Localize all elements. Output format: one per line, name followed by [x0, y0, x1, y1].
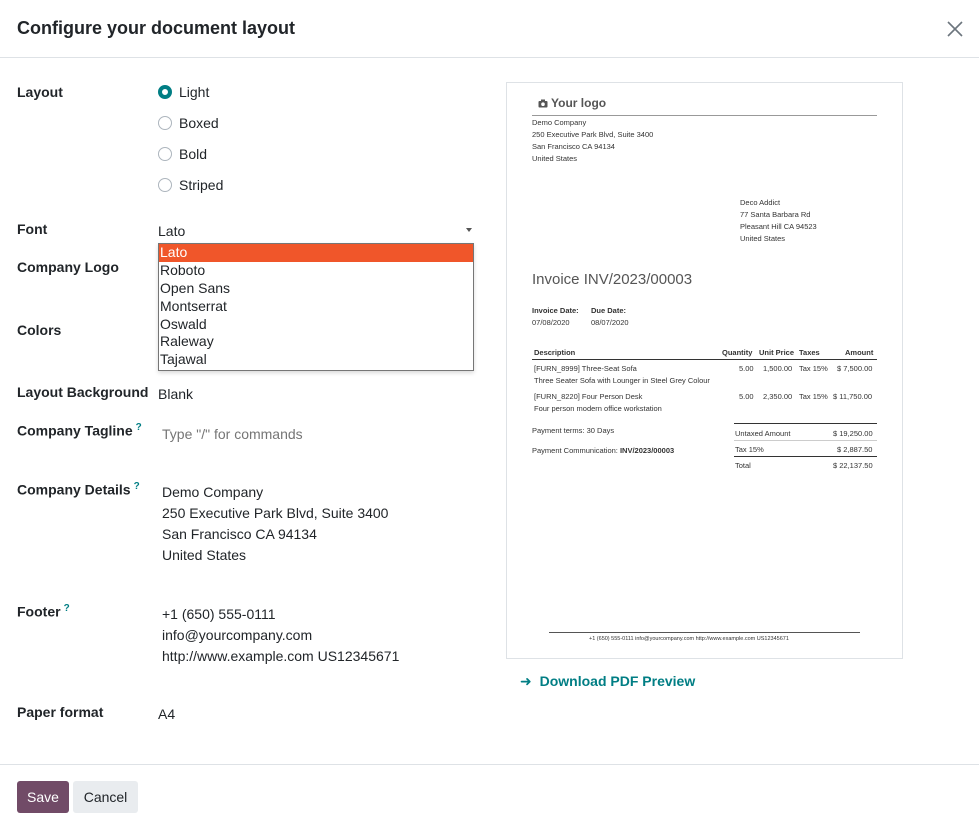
radio-checked-icon[interactable] [158, 85, 172, 99]
preview-invoice-date: 07/08/2020 [532, 318, 570, 327]
company-tagline-label-text: Company Tagline [17, 422, 133, 439]
help-icon[interactable]: ? [133, 481, 140, 492]
company-details-label-text: Company Details [17, 481, 131, 498]
preview-customer-line: Pleasant Hill CA 94523 [740, 222, 817, 231]
layout-option-boxed[interactable] [158, 113, 219, 133]
colors-label: Colors [17, 322, 62, 338]
font-option-raleway[interactable]: Raleway [160, 333, 214, 350]
arrow-right-icon: ➜ [520, 673, 532, 689]
footer-label-text: Footer [17, 603, 61, 620]
radio-icon[interactable] [158, 147, 172, 161]
font-select-value: Lato [158, 223, 186, 239]
preview-company-line: Demo Company [532, 118, 587, 127]
preview-company-line: United States [532, 154, 578, 163]
chevron-down-icon [466, 228, 472, 232]
layout-option-label: Light [179, 84, 210, 100]
preview-line-tax: Tax 15% [799, 364, 828, 373]
layout-option-light[interactable] [158, 82, 209, 102]
footer-editor[interactable] [162, 604, 399, 667]
layout-option-label: Bold [179, 146, 208, 162]
download-pdf-preview-label: Download PDF Preview [539, 673, 696, 689]
cancel-button[interactable]: Cancel [73, 781, 138, 813]
company-details-label [17, 481, 140, 498]
dialog-title: Configure your document layout [17, 18, 296, 38]
company-tagline-label [17, 422, 142, 439]
footer-line: http://www.example.com US12345671 [162, 648, 400, 664]
preview-invoice-title: Invoice INV/2023/00003 [532, 271, 693, 288]
paper-format-value[interactable]: A4 [158, 706, 176, 722]
preview-company-line: San Francisco CA 94134 [532, 142, 615, 151]
divider [734, 423, 877, 424]
font-option-open-sans[interactable]: Open Sans [160, 279, 231, 296]
download-pdf-preview-link[interactable] [520, 673, 695, 690]
paper-format-label: Paper format [17, 704, 104, 720]
font-select[interactable] [158, 221, 474, 243]
layout-option-label: Boxed [179, 115, 219, 131]
preview-total-label: Total [735, 461, 751, 470]
close-icon[interactable] [944, 18, 966, 40]
preview-total-value: $ 19,250.00 [833, 429, 873, 438]
layout-background-value[interactable]: Blank [158, 386, 194, 402]
layout-option-label: Striped [179, 177, 224, 193]
save-button[interactable]: Save [17, 781, 69, 813]
font-option-lato[interactable]: Lato [159, 244, 473, 262]
divider [532, 115, 877, 116]
preview-customer-line: 77 Santa Barbara Rd [740, 210, 811, 219]
preview-line-price: 2,350.00 [763, 392, 793, 401]
radio-icon[interactable] [158, 178, 172, 192]
preview-logo [538, 96, 606, 110]
layout-option-bold[interactable] [158, 144, 207, 164]
preview-line-price: 1,500.00 [763, 364, 793, 373]
preview-total-value: $ 2,887.50 [837, 445, 873, 454]
preview-payment-comm-label: Payment Communication: [532, 446, 620, 455]
divider [734, 440, 877, 441]
preview-line-qty: 5.00 [739, 392, 754, 401]
company-details-line: San Francisco CA 94134 [162, 526, 317, 542]
font-option-montserrat[interactable]: Montserrat [160, 297, 227, 314]
layout-label: Layout [17, 84, 63, 100]
preview-footer: +1 (650) 555-0111 info@yourcompany.com http://www.example.com US12345671 [589, 636, 789, 642]
preview-due-date-label: Due Date: [591, 306, 627, 315]
dialog-header [0, 0, 979, 58]
preview-logo-text: Your logo [551, 96, 607, 110]
preview-col-taxes: Taxes [799, 348, 820, 357]
help-icon[interactable]: ? [63, 603, 70, 614]
preview-payment-comm-value: INV/2023/00003 [619, 446, 675, 455]
font-option-oswald[interactable]: Oswald [160, 315, 207, 332]
font-option-roboto[interactable]: Roboto [160, 261, 206, 278]
preview-payment-communication [532, 445, 674, 457]
preview-total-value: $ 22,137.50 [833, 461, 873, 470]
company-details-line: 250 Executive Park Blvd, Suite 3400 [162, 505, 389, 521]
font-label: Font [17, 221, 48, 237]
preview-col-unit-price: Unit Price [759, 348, 795, 357]
preview-line-product: [FURN_8220] Four Person Desk [534, 392, 643, 401]
document-preview [506, 82, 903, 659]
preview-line-desc: Four person modern office workstation [534, 404, 662, 413]
preview-company-line: 250 Executive Park Blvd, Suite 3400 [532, 130, 654, 139]
radio-icon[interactable] [158, 116, 172, 130]
preview-customer-line: United States [740, 234, 786, 243]
company-logo-label: Company Logo [17, 259, 119, 275]
preview-col-description: Description [534, 348, 576, 357]
preview-invoice-date-label: Invoice Date: [532, 306, 579, 315]
preview-line-amount: $ 7,500.00 [837, 364, 873, 373]
preview-total-label: Tax 15% [735, 445, 764, 454]
company-details-line: United States [162, 547, 247, 563]
preview-total-label: Untaxed Amount [735, 429, 791, 438]
company-details-line: Demo Company [162, 484, 264, 500]
preview-line-amount: $ 11,750.00 [833, 392, 873, 401]
layout-background-label: Layout Background [17, 384, 149, 400]
help-icon[interactable]: ? [135, 422, 142, 433]
preview-payment-terms: Payment terms: 30 Days [532, 426, 615, 435]
preview-col-amount: Amount [845, 348, 874, 357]
footer-label [17, 603, 70, 620]
font-dropdown-list [158, 243, 474, 371]
camera-icon [538, 99, 548, 108]
company-tagline-input[interactable] [162, 426, 462, 442]
layout-option-striped[interactable] [158, 175, 223, 195]
company-details-editor[interactable] [162, 482, 388, 566]
preview-line-qty: 5.00 [739, 364, 754, 373]
preview-customer-line: Deco Addict [740, 198, 781, 207]
font-option-tajawal[interactable]: Tajawal [160, 351, 207, 368]
divider [734, 456, 877, 457]
footer-line: +1 (650) 555-0111 [162, 606, 276, 622]
preview-line-tax: Tax 15% [799, 392, 828, 401]
dialog-footer [0, 764, 979, 830]
preview-due-date: 08/07/2020 [591, 318, 629, 327]
footer-line: info@yourcompany.com [162, 627, 313, 643]
preview-line-desc: Three Seater Sofa with Lounger in Steel Grey Colour [534, 376, 710, 385]
preview-line-product: [FURN_8999] Three-Seat Sofa [534, 364, 637, 373]
preview-col-quantity: Quantity [722, 348, 753, 357]
divider [532, 359, 877, 360]
